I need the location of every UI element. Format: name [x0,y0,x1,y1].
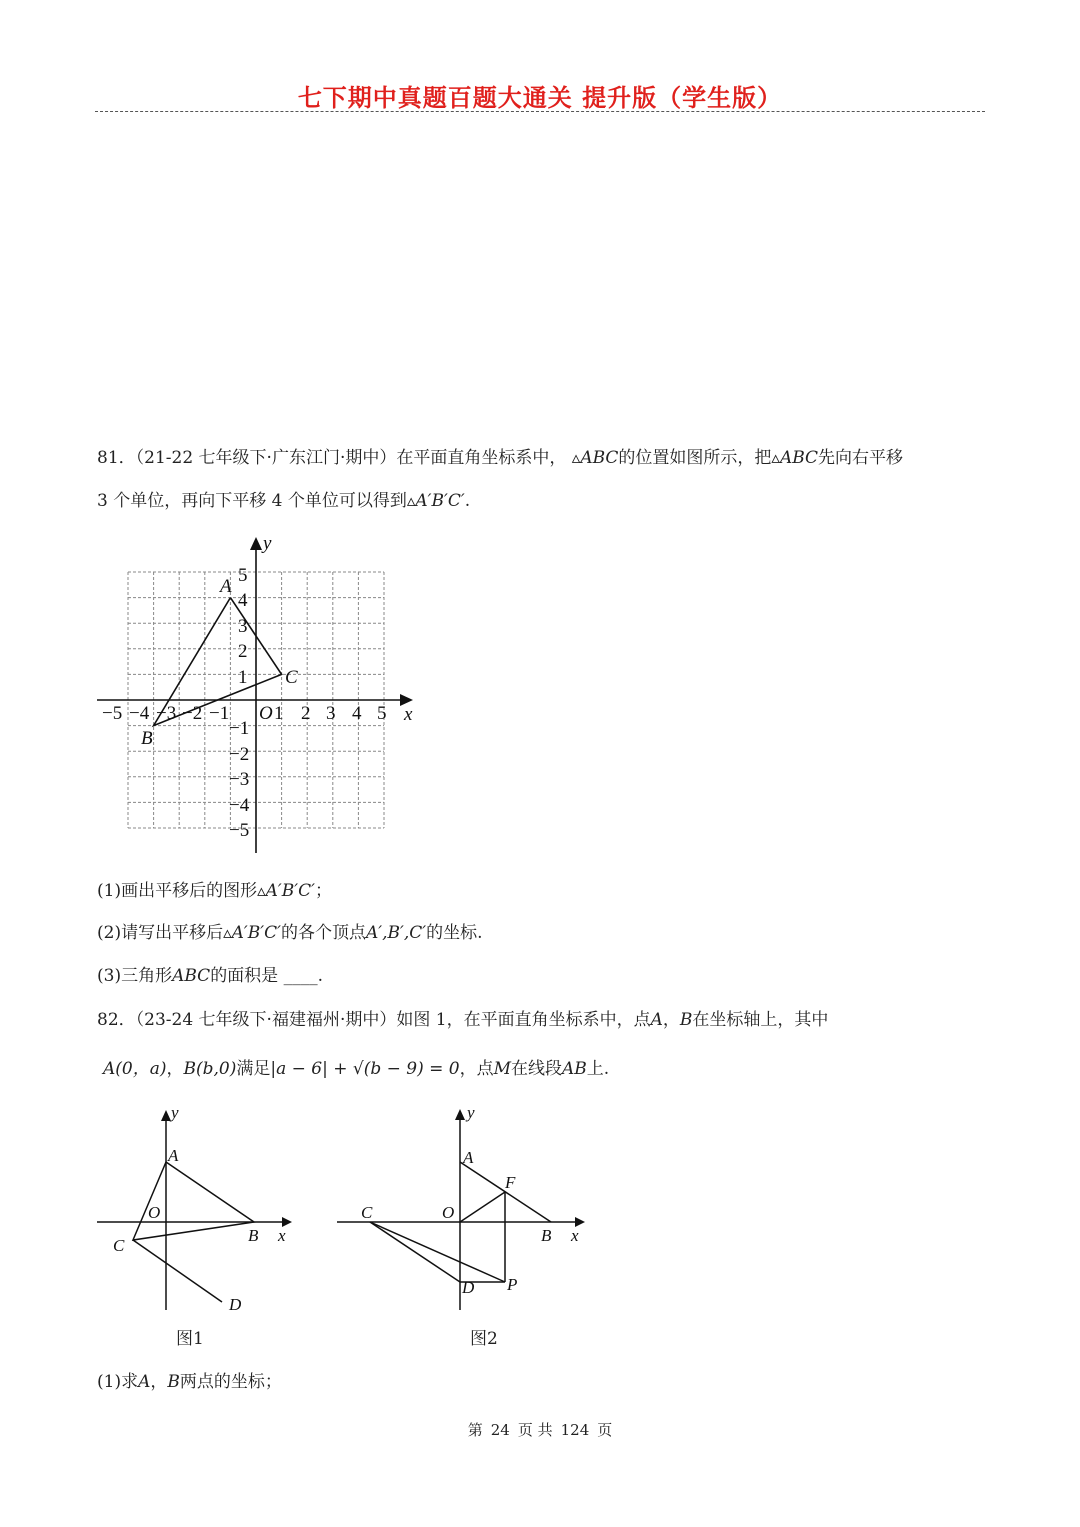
q81-sub2 [97,918,483,943]
triangle-abc-prime: A′B′C′ [415,491,465,511]
fig1-label-b: B [248,1226,259,1245]
q82-text: 在坐标轴上，其中 [692,1010,829,1030]
x-tick-label: −3 [156,703,177,724]
sub-number: (2) [97,923,122,943]
q82-text: ， [150,1372,168,1392]
footer-text: 页 [597,1421,613,1439]
fig2-label-o: O [442,1203,455,1222]
q81-source: （21-22 七年级下·广东江门·期中） [135,448,397,468]
fig1-segment-cd [133,1240,222,1302]
fig2-label-f: F [505,1173,516,1192]
q82-text: 求 [121,1372,139,1392]
q81-sub1 [97,876,332,901]
q82-text: 如图 1，在平面直角坐标系中，点 [396,1010,651,1030]
x-tick-label: 4 [352,703,362,724]
point-c-label: C [285,667,298,688]
x-tick-label: −1 [209,703,230,724]
q81-text: 在平面直角坐标系中， [396,448,567,468]
x-tick-label: 5 [377,703,387,724]
header-divider [95,111,985,112]
page-footer [0,1419,1080,1440]
q81-line2 [97,486,470,511]
triangle-symbol: ▵ [223,923,232,943]
point-b-label: B [141,728,153,749]
y-tick-label: −4 [229,795,250,816]
q82-text: 两点的坐标； [179,1372,282,1392]
fig2-label-b: B [541,1226,552,1245]
y-tick-label: −5 [229,820,250,841]
y-tick-label: 1 [238,667,248,688]
q81-text: 请写出平移后 [121,923,224,943]
fig2-label-a: A [463,1148,474,1167]
fig1-label-o: O [148,1203,161,1222]
q81-text: . [317,966,323,986]
q81-line1 [97,443,903,468]
q81-text: 的坐标. [426,923,483,943]
figure-1-caption: 图1 [176,1329,204,1349]
page-number: 24 [490,1421,510,1439]
triangle-symbol: ▵ [571,448,581,468]
point-a-label: A [220,576,232,597]
page-total: 124 [560,1421,590,1439]
y-tick-label: −1 [229,718,250,739]
q81-text: 先向右平移 [818,448,904,468]
q82-sub1 [97,1367,282,1392]
triangle-symbol: ▵ [257,881,266,901]
x-tick-label: −2 [182,703,203,724]
fig2-label-c: C [361,1203,373,1222]
footer-text: 第 [467,1421,483,1439]
fig2-segment-of [460,1192,505,1222]
triangle-abc-prime: A′B′C′ [231,923,281,943]
fig2-label-p: P [507,1275,518,1294]
equation: |a − 6| + √(b − 9) = 0 [270,1059,460,1079]
q81-sub3 [97,961,323,986]
fig2-label-d: D [462,1278,475,1297]
q82-text: ，点 [459,1059,494,1079]
q81-coordinate-figure [95,530,425,860]
coord-a: A(0，a) [103,1059,167,1079]
fig1-y-arrow [161,1110,171,1121]
q82-figure-2 [335,1100,590,1320]
q81-text: ； [315,881,332,901]
sub-number: (3) [97,966,122,986]
segment-ab: AB [562,1059,587,1079]
x-tick-label: 3 [326,703,336,724]
x-tick-label: −5 [102,703,123,724]
q82-line2 [103,1054,609,1079]
fig1-triangle [133,1162,254,1240]
fig1-label-x: x [278,1226,286,1245]
point-a: A [650,1010,663,1030]
point-b: B [679,1010,693,1030]
x-tick-label: −4 [129,703,150,724]
q82-text: 上. [586,1059,610,1079]
point-a: A [138,1372,151,1392]
q81-text: . [464,491,471,511]
fig1-label-c: C [113,1236,125,1255]
q81-text: 的位置如图所示，把 [618,448,772,468]
fig1-label-y: y [171,1103,179,1122]
point-b: B [167,1372,180,1392]
sub-number: (1) [97,1372,122,1392]
q81-text: 的面积是 [210,966,279,986]
triangle-symbol: ▵ [406,491,416,511]
fig2-segment-cd [370,1222,460,1282]
q82-text: ， [662,1010,680,1030]
footer-text: 页 共 [517,1421,553,1439]
answer-blank[interactable]: ____ [283,966,318,986]
q82-text: 在线段 [511,1059,563,1079]
q82-figure-1 [95,1100,300,1320]
x-tick-label: 1 [274,703,284,724]
q81-number: 81． [97,448,136,468]
y-tick-label: −3 [229,769,250,790]
vertex-list: A′,B′,C′ [366,923,427,943]
y-tick-label: 3 [238,616,248,637]
y-tick-label: −2 [229,744,250,765]
q82-text: 满足 [236,1059,271,1079]
y-axis-label: y [263,533,272,554]
sub-number: (1) [97,881,122,901]
y-axis-arrow [250,537,262,550]
x-tick-label: 2 [301,703,311,724]
y-tick-label: 4 [238,590,248,611]
point-m: M [493,1059,512,1079]
coord-b: B(b,0) [183,1059,237,1079]
page-header-title: 七下期中真题百题大通关 提升版（学生版） [297,84,783,112]
q82-number: 82． [97,1010,136,1030]
x-axis-label: x [404,704,413,725]
y-tick-label: 2 [238,641,248,662]
q81-text: 三角形 [121,966,173,986]
q81-text: 3 个单位，再向下平移 4 个单位可以得到 [97,491,407,511]
triangle-abc: ABC [172,966,211,986]
fig2-label-x: x [571,1226,579,1245]
triangle-abc-prime: A′B′C′ [265,881,315,901]
q82-source: （23-24 七年级下·福建福州·期中） [135,1010,397,1030]
q81-text: 画出平移后的图形 [121,881,258,901]
fig2-y-arrow [455,1109,465,1120]
q82-text: ， [166,1059,184,1079]
triangle-symbol: ▵ [771,448,780,468]
triangle-abc: ABC [580,448,619,468]
fig2-segment-cp [370,1222,505,1282]
q81-text: 的各个顶点 [281,923,366,943]
y-tick-label: 5 [238,565,248,586]
origin-label: O [259,703,273,724]
figure-2-caption: 图2 [470,1329,498,1349]
triangle-abc: ABC [779,448,819,468]
q82-line1 [97,1005,828,1030]
fig2-label-y: y [467,1103,475,1122]
fig1-label-a: A [168,1146,179,1165]
fig1-label-d: D [229,1295,242,1314]
